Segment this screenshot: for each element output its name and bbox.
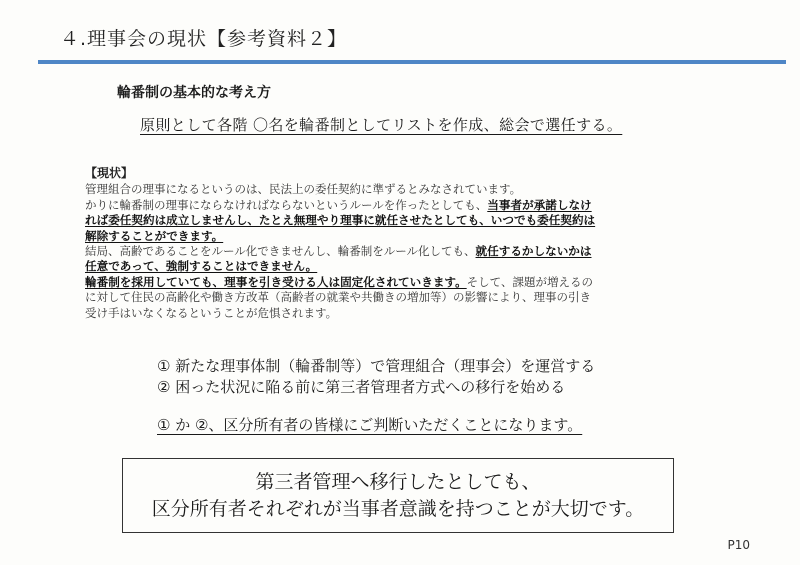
body-text: そして、課題が増えるの xyxy=(466,274,593,289)
current-text-line xyxy=(85,290,725,305)
body-text: かりに輪番制の理事にならなければならないというルールを作ったとしても、 xyxy=(85,197,488,212)
callout-line-1: 第三者管理へ移行したとしても、 xyxy=(255,470,541,493)
current-situation-text xyxy=(85,182,725,321)
body-text: に対して住民の高齢化や働き方改革（高齢者の就業や共働きの増加等）の影響により、理事の引き xyxy=(85,290,591,305)
current-situation-block xyxy=(85,166,725,321)
body-text: 管理組合の理事になるというのは、民法上の委任契約に準ずるとみなされています。 xyxy=(85,182,522,197)
current-text-line xyxy=(85,213,725,228)
principle-statement: 原則として各階 〇名を輪番制としてリストを作成、総会で選任する。 xyxy=(140,116,623,134)
current-text-line xyxy=(85,244,725,259)
current-text-line xyxy=(85,182,725,197)
emphasized-text: 就任するかしないかは xyxy=(475,244,592,259)
decision-statement: ① か ②、区分所有者の皆様にご判断いただくことになります。 xyxy=(157,416,583,434)
title-divider xyxy=(38,60,786,64)
conclusion-callout-box xyxy=(122,458,674,533)
section-subheading: 輪番制の基本的な考え方 xyxy=(117,85,271,101)
body-text: 受け手はいなくなるということが危惧されます。 xyxy=(85,305,338,320)
current-text-line xyxy=(85,306,725,321)
option-2: ② 困った状況に陥る前に第三者管理者方式への移行を始める xyxy=(157,378,566,396)
emphasized-text: 解除することができます。 xyxy=(85,228,224,243)
current-text-line xyxy=(85,259,725,274)
emphasized-text: れば委任契約は成立しませんし、たとえ無理やり理事に就任させたとしても、いつでも委任契約は xyxy=(85,213,596,228)
body-text: 結局、高齢であることをルール化できませんし、輪番制をルール化しても、 xyxy=(85,244,476,259)
current-text-line xyxy=(85,229,725,244)
options-list xyxy=(157,356,595,398)
emphasized-text: 輪番制を採用していても、理事を引き受ける人は固定化されていきます。 xyxy=(85,274,467,289)
emphasized-text: 当事者が承諾しなけ xyxy=(487,197,592,212)
page-title: ４.理事会の現状【参考資料２】 xyxy=(60,28,348,50)
page-number: P10 xyxy=(727,538,750,552)
callout-line-2: 区分所有者それぞれが当事者意識を持つことが大切です。 xyxy=(151,497,645,520)
current-situation-heading: 【現状】 xyxy=(85,166,134,180)
current-text-line xyxy=(85,198,725,213)
option-1: ① 新たな理事体制（輪番制等）で管理組合（理事会）を運営する xyxy=(157,357,596,375)
emphasized-text: 任意であって、強制することはできません。 xyxy=(85,259,318,274)
current-text-line xyxy=(85,275,725,290)
